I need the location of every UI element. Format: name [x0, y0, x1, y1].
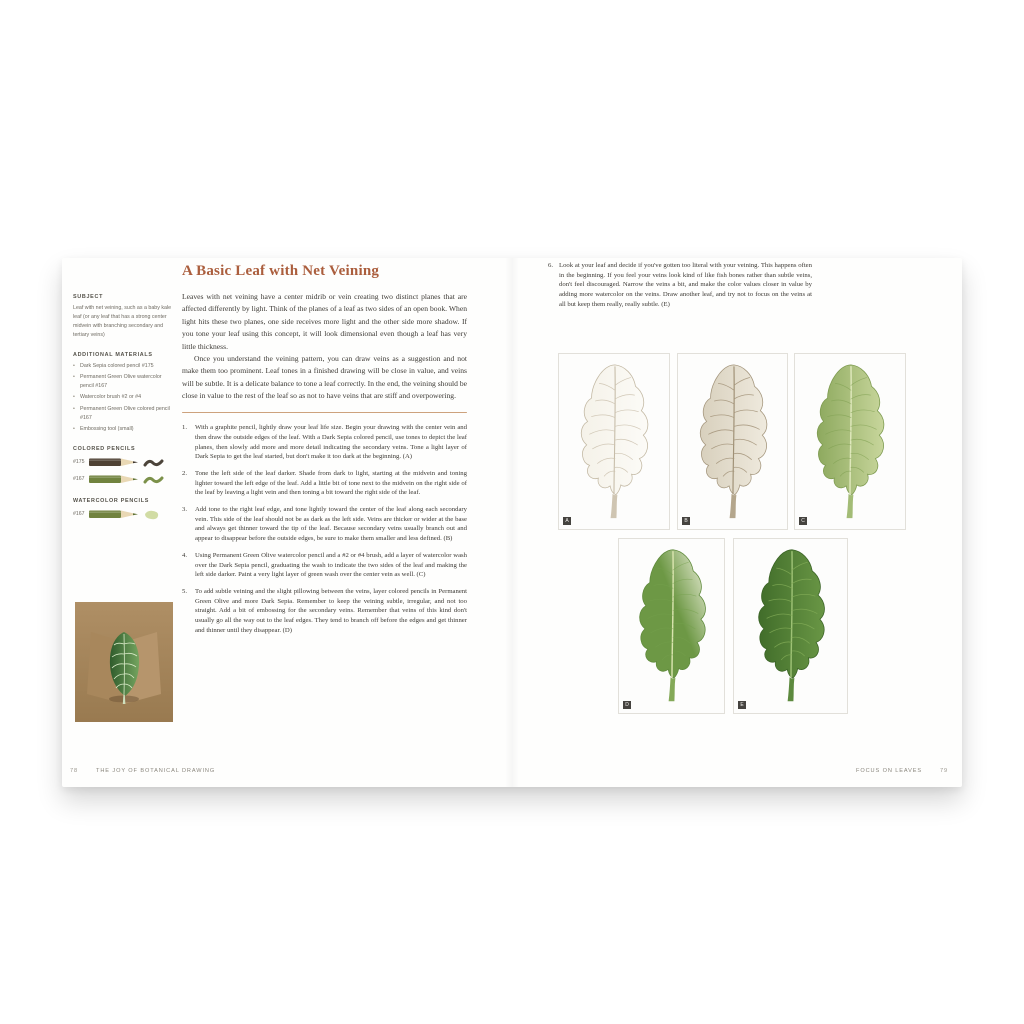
material-label: Dark Sepia colored pencil #175 [80, 362, 154, 369]
watercolor-pencil-row [73, 508, 173, 521]
material-label: Permanent Green Olive watercolor pencil #167 [80, 374, 162, 389]
leaf-illustration-d [623, 543, 721, 707]
colored-pencils-header: COLORED PENCILS [73, 445, 136, 452]
step-3 [182, 505, 467, 544]
decorative-rule [182, 412, 467, 414]
figure-d [618, 538, 725, 714]
figure-b [677, 353, 788, 530]
pencil-code: #175 [73, 459, 85, 466]
step-1 [182, 423, 467, 462]
book-spread [62, 258, 962, 787]
list-item [73, 362, 173, 371]
step-5 [182, 587, 467, 636]
step-text: With a graphite pencil, lightly draw your leaf life size. Begin your drawing with the center vein and then draw the outside edges of the leaf. With a Dark Sepia colored pencil, use tones to depict the leaf planes, then slowly add more and more detail indicating the secondary veins. Tone a light layer of Dark Sepia to get the leaf started, but don't make it too dark at the beginning. (A) [195, 424, 467, 461]
figure-label: B [682, 517, 690, 525]
leaf-illustration-b [683, 358, 783, 524]
pencil-code: #167 [73, 511, 85, 518]
figure-label: C [799, 517, 807, 525]
article [182, 258, 467, 643]
colored-pencil-row [73, 456, 173, 469]
bullet-icon: • [73, 406, 75, 412]
materials-list [73, 362, 173, 434]
step-number: 4. [182, 551, 188, 559]
pencil-icon [89, 456, 167, 469]
figure-label: D [623, 701, 631, 709]
pencil-code: #167 [73, 476, 85, 483]
step-number: 1. [182, 424, 188, 432]
bullet-icon: • [73, 374, 75, 381]
step-number: 5. [182, 588, 188, 595]
book-title: THE JOY OF BOTANICAL DRAWING [96, 768, 216, 774]
figure-a [558, 353, 670, 530]
step-text: Tone the left side of the leaf darker. Shade from dark to light, starting at the midvein and toning lighter toward the left edge of the leaf. Add a little bit of tone next to the midvein on the right side of the leaf by leaving a light vein and then toning a bit toward the right side of the leaf. [195, 469, 467, 497]
leaf-illustration-c [800, 358, 900, 524]
step-6-block [548, 261, 812, 310]
step-text: To add subtle veining and the slight pillowing between the veins, layer colored pencils in Permanent Green Olive and more Dark Sepia. Remember to keep the veining subtle, irregular, and not too straight. Add a bit of embossing for the secondary veins. Remember that veins of this kind don't usually go all the way out to the leaf edges. They tend to branch off before the edges and get thinner and thinner until they disappear. (D) [195, 588, 467, 634]
section-title: FOCUS ON LEAVES [856, 768, 922, 774]
leaf-reference-photo [75, 602, 173, 722]
left-page [62, 258, 512, 787]
pencil-icon [89, 473, 167, 486]
colored-pencil-row [73, 473, 173, 486]
step-text: Add tone to the right leaf edge, and tone lightly toward the center of the leaf along each secondary vein. This side of the leaf should not be as dark as the left side. Veins are thicker or wider at the base and always get thinner toward the tip of the leaf. Because secondary veins usually branch out and appear to disappear before the outside edges, be sure to make them smaller and less defined. (B) [195, 506, 467, 543]
list-item [73, 393, 173, 402]
swatch-blob [145, 511, 158, 519]
leaf-photo-illustration [75, 602, 173, 722]
bullet-icon: • [73, 394, 75, 401]
material-label: Permanent Green Olive colored pencil #167 [80, 406, 170, 421]
page-number: 78 [70, 768, 79, 774]
figure-c [794, 353, 906, 530]
step-number: 2. [182, 469, 188, 477]
step-4 [182, 551, 467, 580]
list-item [73, 405, 173, 422]
watercolor-pencils-header: WATERCOLOR PENCILS [73, 497, 149, 504]
figure-label: E [738, 701, 746, 709]
right-footer [856, 768, 948, 774]
intro-paragraph-2: Once you understand the veining pattern, you can draw veins as a suggestion and not make them too prominent. Leaf tones in a finished drawing will be close in value, and veins will be subtle. It is a delicate balance to tone a leaf correctly. In the end, the veining should be close in value to the rest of the leaf so as not to have veins that are stiff and overpowering. [182, 354, 468, 401]
leaf-illustration-a [564, 358, 664, 524]
sidebar [73, 294, 173, 525]
bullet-icon: • [73, 362, 75, 369]
leaf-illustration-e [740, 543, 842, 707]
swatch-scribble [145, 461, 162, 465]
step-text: Look at your leaf and decide if you've gotten too literal with your veining. This happens often in the beginning. If you feel your veins look kind of like fish bones rather than subtle veins, don't feel discouraged. Narrow the veins a bit, and make the color values closer in value by adding more watercolor on the veins. Draw another leaf, and try not to focus on the veins at all but keep them really, really subtle. (E) [559, 262, 812, 308]
step-number: 6. [548, 262, 554, 269]
page-number: 79 [939, 768, 948, 774]
list-item [73, 425, 173, 434]
pencil-icon [89, 508, 167, 521]
subject-header: SUBJECT [73, 294, 104, 300]
subject-text: Leaf with net veining, such as a baby kale leaf (or any leaf that has a strong center midvein with branching secondary and tertiary veins) [73, 305, 172, 338]
instruction-steps [182, 423, 467, 635]
intro-text [182, 291, 467, 403]
swatch-scribble [145, 478, 162, 482]
step-6 [548, 261, 812, 310]
intro-paragraph-1: Leaves with net veining have a center midrib or vein creating two distinct planes that are affected differently by light. Think of the planes of a leaf as two sides of an open book. When light hits these two planes, one side receives more light and the other side more shadow. If you tone your leaf using this concept, it will look dimensional even though a leaf has very little thickness. [182, 292, 467, 351]
step-2 [182, 469, 467, 498]
left-footer [70, 768, 215, 774]
material-label: Watercolor brush #2 or #4 [80, 394, 142, 401]
step-number: 3. [182, 506, 188, 514]
list-item [73, 373, 173, 390]
page-title: A Basic Leaf with Net Veining [182, 263, 380, 279]
bullet-icon: • [73, 426, 75, 433]
step-text: Using Permanent Green Olive watercolor pencil and a #2 or #4 brush, add a layer of watercolor wash over the Dark Sepia pencil, graduating the wash to indicate the two sides of the leaf and making the left side darker. Paint a very light layer of green wash over the center vein as well. (C) [195, 551, 467, 579]
materials-header: ADDITIONAL MATERIALS [73, 351, 153, 358]
material-label: Embossing tool (small) [80, 426, 134, 433]
right-page [512, 258, 962, 787]
figure-label: A [563, 517, 571, 525]
figure-e [733, 538, 848, 714]
